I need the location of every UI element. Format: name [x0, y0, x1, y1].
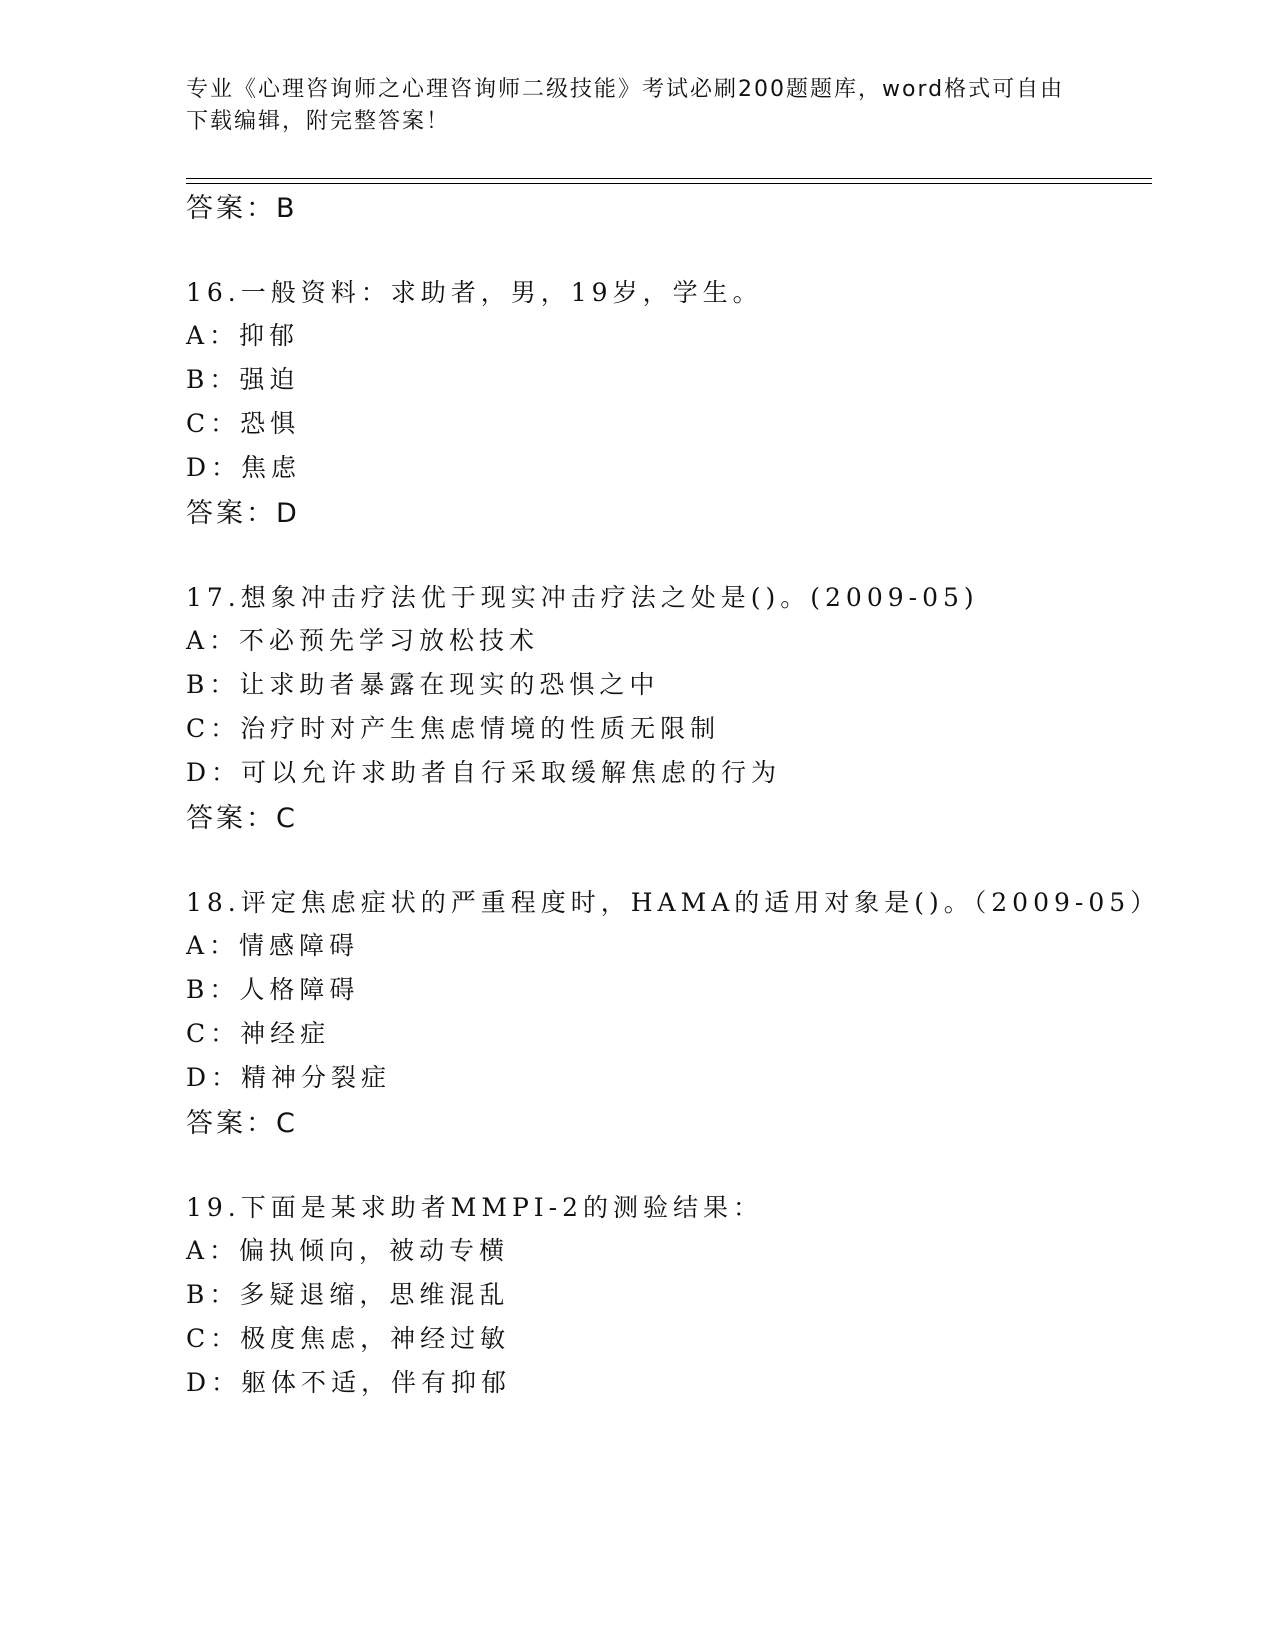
question-16-option-a: A：抑郁: [186, 321, 300, 350]
question-18-stem: 18.评定焦虑症状的严重程度时，HAMA的适用对象是()。（2009-05）: [186, 888, 1161, 917]
header-rule-bottom: [186, 183, 1152, 184]
question-17-option-d: D：可以允许求助者自行采取缓解焦虑的行为: [186, 758, 782, 787]
question-16-option-d: D：焦虑: [186, 453, 302, 482]
document-header: 专业《心理咨询师之心理咨询师二级技能》考试必刷200题题库，word格式可自由下载编辑，附完整答案！: [186, 77, 1065, 134]
question-17-option-a: A：不必预先学习放松技术: [186, 626, 540, 655]
question-18-option-b: B：人格障碍: [186, 975, 360, 1004]
question-16-option-c: C：恐惧: [186, 409, 301, 438]
question-17-option-b: B：让求助者暴露在现实的恐惧之中: [186, 670, 660, 699]
answer-16: 答案：D: [186, 498, 300, 529]
question-17-option-c: C：治疗时对产生焦虑情境的性质无限制: [186, 714, 721, 743]
answer-17: 答案：C: [186, 803, 298, 834]
question-18-option-a: A：情感障碍: [186, 931, 360, 960]
question-19-option-a: A：偏执倾向，被动专横: [186, 1236, 510, 1265]
answer-18: 答案：C: [186, 1108, 298, 1139]
question-19-stem: 19.下面是某求助者MMPI-2的测验结果：: [186, 1193, 764, 1222]
question-17-stem: 17.想象冲击疗法优于现实冲击疗法之处是()。(2009-05): [186, 583, 979, 612]
question-19-option-d: D：躯体不适，伴有抑郁: [186, 1368, 512, 1397]
header-rule-top: [186, 178, 1152, 179]
question-18-option-d: D：精神分裂症: [186, 1063, 392, 1092]
question-19-option-b: B：多疑退缩，思维混乱: [186, 1280, 510, 1309]
answer-15: 答案：B: [186, 193, 298, 224]
question-16-stem: 16.一般资料：求助者，男，19岁，学生。: [186, 278, 763, 307]
question-16-option-b: B：强迫: [186, 365, 300, 394]
question-18-option-c: C：神经症: [186, 1019, 331, 1048]
question-19-option-c: C：极度焦虑，神经过敏: [186, 1324, 511, 1353]
